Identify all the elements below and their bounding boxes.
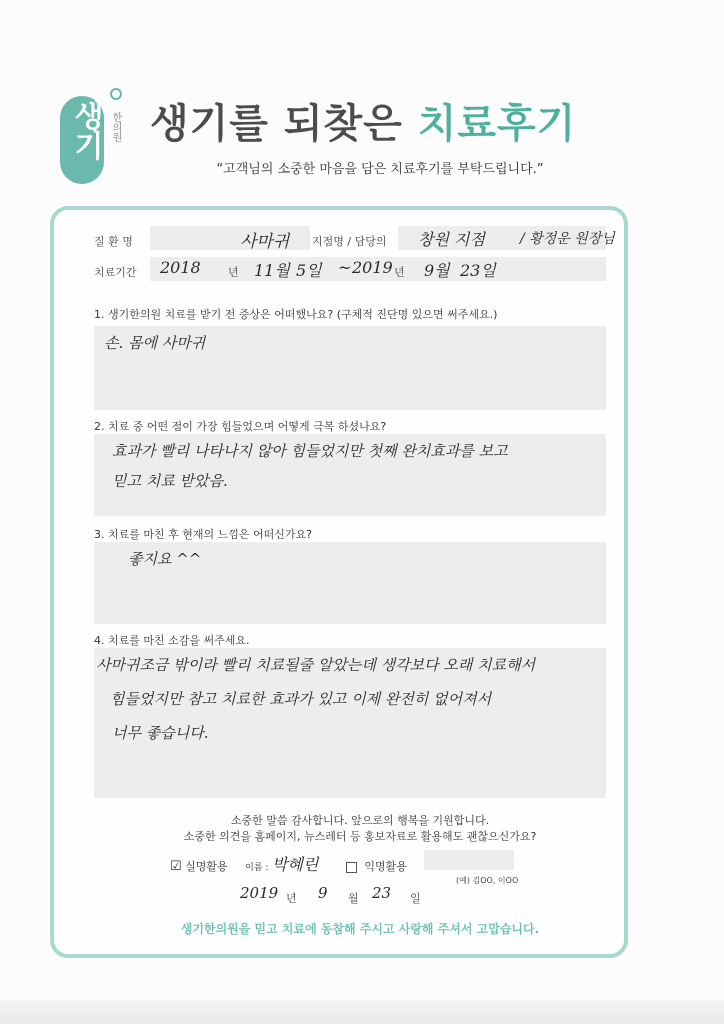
answer-4-line-2: 힘들었지만 참고 치료한 효과가 있고 이제 완전히 없어져서 <box>110 690 492 708</box>
branch-label: 지점명 / 담당의 <box>312 235 387 248</box>
date-day-unit: 일 <box>410 892 421 905</box>
name-value[interactable]: 박혜린 <box>271 855 319 874</box>
anonymous-example: (예) 김OO, 이OO <box>456 876 519 885</box>
thanks-line-1: 소중한 말씀 감사합니다. 앞으로의 행복을 기원합니다. <box>230 814 490 827</box>
scan-bottom-edge <box>0 1000 724 1024</box>
answer-2-line-1: 효과가 빨리 나타나지 않아 힘들었지만 첫째 완치효과를 보고 <box>112 442 508 460</box>
period-start-month: 11월 <box>254 261 290 280</box>
date-day: 23 <box>372 884 392 902</box>
answer-3-line-1: 좋지요 ^^ <box>128 550 202 568</box>
anonymous-name-shade[interactable] <box>424 850 514 870</box>
period-end-year-unit: 년 <box>394 266 405 279</box>
logo-text: 생기 <box>68 100 103 160</box>
period-end-year: 2019 <box>352 258 393 277</box>
period-label: 치료기간 <box>94 266 137 279</box>
period-end-day: 23일 <box>460 261 496 280</box>
real-name-label: 실명활용 <box>185 860 228 873</box>
answer-1-line-1: 손. 몸에 사마귀 <box>104 334 206 352</box>
page-title <box>150 96 576 152</box>
date-year: 2019 <box>240 884 279 902</box>
date-year-unit: 년 <box>286 892 297 905</box>
name-label: 이름 : <box>245 863 269 873</box>
question-4: 4. 치료를 마친 소감을 써주세요. <box>94 634 250 647</box>
answer-4-line-3: 너무 좋습니다. <box>112 724 209 742</box>
real-name-checkbox[interactable]: ☑ <box>170 859 182 874</box>
footer-message: 생기한의원을 믿고 치료에 동참해 주시고 사랑해 주셔서 고맙습니다. <box>180 922 540 936</box>
period-start-year-unit: 년 <box>228 266 239 279</box>
question-3: 3. 치료를 마친 후 현재의 느낌은 어떠신가요? <box>94 528 312 541</box>
title-plain: 생기를 되찾은 <box>150 101 418 147</box>
logo-dot <box>110 88 122 100</box>
branch-value: 창원 지점 <box>418 230 485 249</box>
subtitle: “고객님의 소중한 마음을 담은 치료후기를 부탁드립니다.” <box>216 162 544 177</box>
logo <box>60 96 104 184</box>
anonymous-label: 익명활용 <box>364 860 407 873</box>
date-month: 9 <box>318 884 328 902</box>
disease-value: 사마귀 <box>240 232 290 252</box>
logo-subtext: 한의원 <box>110 112 121 142</box>
disease-label: 질 환 명 <box>94 235 133 248</box>
thanks-line-2: 소중한 의견을 홈페이지, 뉴스레터 등 홍보자료로 활용해도 괜찮으신가요? <box>183 830 537 843</box>
question-1: 1. 생기한의원 치료를 받기 전 증상은 어떠했나요? (구체적 진단명 있으면 써주세요.) <box>94 308 498 321</box>
period-start-year: 2018 <box>160 258 201 277</box>
period-start-day: 5일 <box>296 261 322 280</box>
consent-row <box>170 852 407 875</box>
answer-4-line-1: 사마귀조금 밖이라 빨리 치료될줄 알았는데 생각보다 오래 치료해서 <box>96 656 536 674</box>
anonymous-checkbox[interactable] <box>346 862 357 873</box>
date-month-unit: 월 <box>348 892 359 905</box>
title-accent: 치료후기 <box>417 101 577 147</box>
doctor-value: / 황정운 원장님 <box>520 231 615 247</box>
answer-2-line-2: 믿고 치료 받았음. <box>112 472 228 490</box>
period-separator: ~ <box>338 258 352 277</box>
question-2: 2. 치료 중 어떤 점이 가장 힘들었으며 어떻게 극복 하셨나요? <box>94 420 387 433</box>
period-end-month: 9월 <box>424 261 450 280</box>
